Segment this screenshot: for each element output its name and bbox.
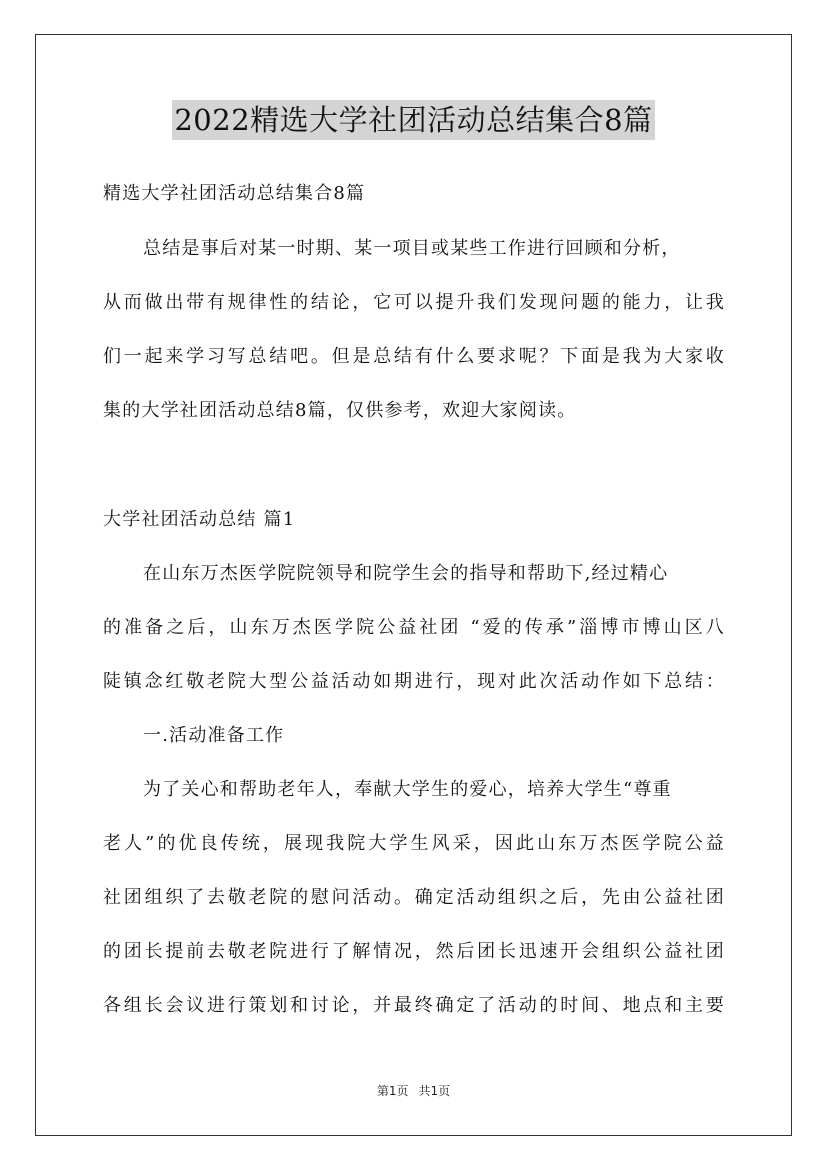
para1-line-3: 陡镇念红敬老院大型公益活动如期进行，现对此次活动作如下总结： — [103, 671, 725, 692]
para1-line-2: 的准备之后，山东万杰医学院公益社团 “爱的传承”淄博市博山区八 — [103, 617, 725, 638]
page-footer — [0, 1083, 827, 1099]
para2-line-5: 各组长会议进行策划和讨论，并最终确定了活动的时间、地点和主要 — [103, 995, 725, 1016]
section-heading: 大学社团活动总结 篇1 — [103, 509, 296, 530]
document-subtitle: 精选大学社团活动总结集合8篇 — [103, 183, 366, 204]
title-container — [0, 100, 827, 140]
intro-line-4: 集的大学社团活动总结8篇，仅供参考，欢迎大家阅读。 — [103, 400, 577, 421]
document-title: 2022精选大学社团活动总结集合8篇 — [172, 100, 654, 140]
page-number: 第1页 — [376, 1084, 409, 1098]
intro-line-1: 总结是事后对某一时期、某一项目或某些工作进行回顾和分析， — [143, 238, 681, 259]
para2-line-3: 社团组织了去敬老院的慰问活动。确定活动组织之后，先由公益社团 — [103, 887, 725, 908]
page-total: 共1页 — [418, 1084, 451, 1098]
para2-line-1: 为了关心和帮助老年人，奉献大学生的爱心，培养大学生“尊重 — [143, 779, 672, 800]
intro-line-3: 们一起来学习写总结吧。但是总结有什么要求呢？下面是我为大家收 — [103, 346, 725, 367]
intro-line-2: 从而做出带有规律性的结论，它可以提升我们发现问题的能力，让我 — [103, 292, 725, 313]
subheading-activity-prep: 一.活动准备工作 — [143, 725, 285, 746]
para2-line-2: 老人”的优良传统，展现我院大学生风采，因此山东万杰医学院公益 — [103, 833, 725, 854]
para1-line-1: 在山东万杰医学院院领导和院学生会的指导和帮助下,经过精心 — [143, 563, 669, 584]
para2-line-4: 的团长提前去敬老院进行了解情况，然后团长迅速开会组织公益社团 — [103, 941, 725, 962]
